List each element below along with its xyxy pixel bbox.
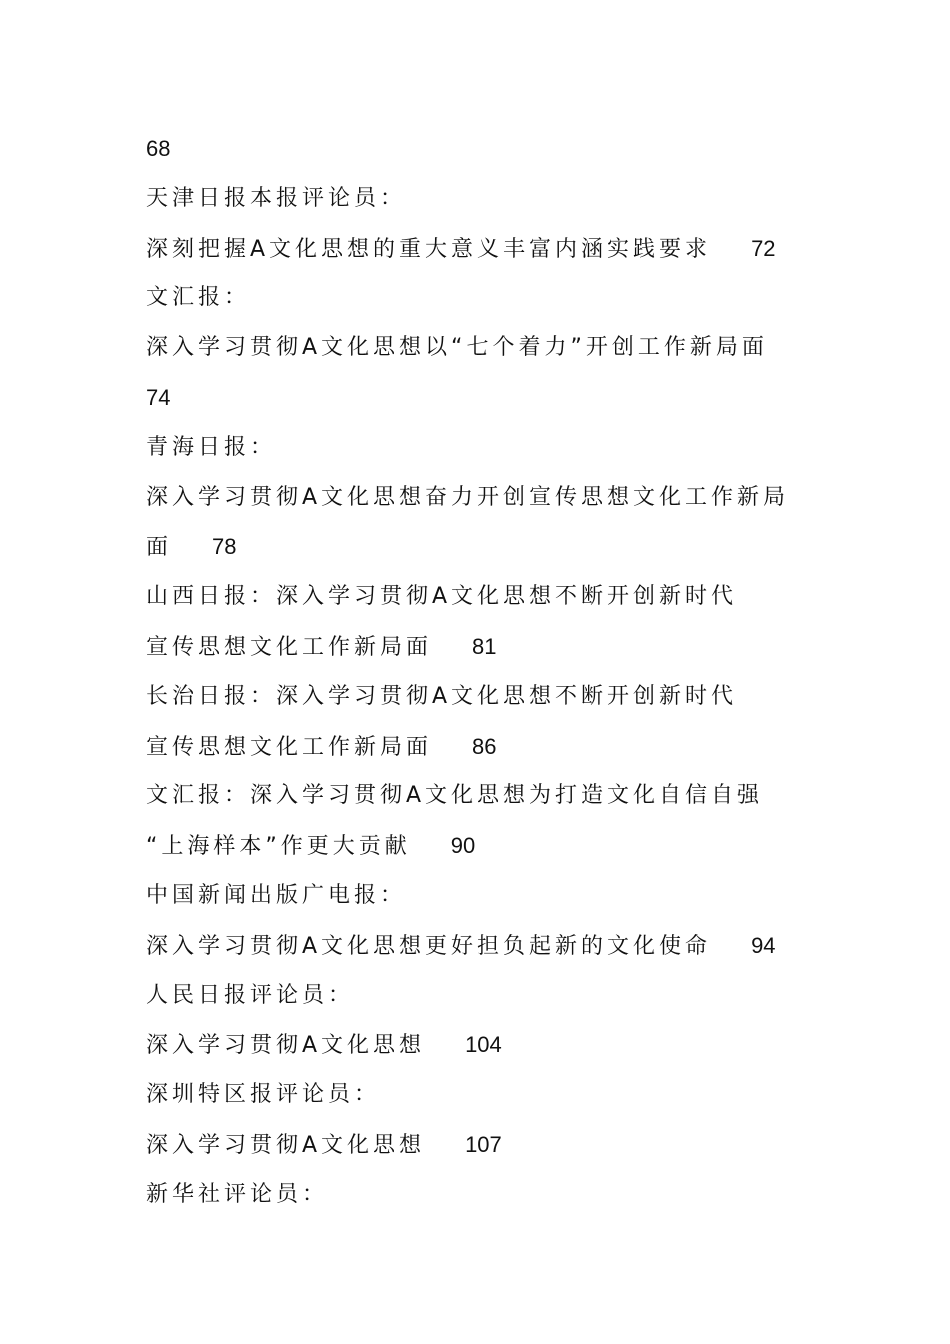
toc-entry-title: 青海日报：	[146, 434, 277, 460]
toc-entry-title: 新华社评论员：	[146, 1181, 329, 1207]
toc-entry	[146, 572, 826, 622]
toc-entry	[146, 871, 826, 921]
toc-page-number: 90	[450, 833, 476, 859]
toc-entry	[146, 423, 826, 473]
toc-page-number: 86	[472, 733, 497, 759]
toc-entry-title: 面	[146, 535, 173, 561]
toc-entry	[146, 522, 826, 572]
toc-entry	[146, 373, 826, 423]
table-of-contents	[146, 124, 826, 1220]
toc-page-number: 68	[146, 136, 171, 161]
toc-entry-title: 深刻把握A文化思想的重大意义丰富内涵实践要求	[146, 236, 712, 262]
toc-page-number: 78	[212, 534, 237, 560]
toc-entry	[146, 1020, 826, 1070]
toc-entry	[146, 224, 826, 274]
toc-entry	[146, 1120, 826, 1170]
toc-page-number: 72	[751, 235, 776, 261]
toc-entry-title: 深入学习贯彻A文化思想更好担负起新的文化使命	[146, 933, 712, 959]
toc-entry	[146, 1070, 826, 1120]
toc-entry-title: 宣传思想文化工作新局面	[146, 634, 433, 660]
toc-page-number: 94	[751, 932, 776, 958]
toc-entry-title: “上海样本”作更大贡献	[146, 834, 411, 860]
toc-entry	[146, 124, 826, 174]
toc-entry	[146, 971, 826, 1021]
toc-entry	[146, 672, 826, 722]
toc-entry-title: 深入学习贯彻A文化思想	[146, 1033, 426, 1059]
toc-entry-title: 中国新闻出版广电报：	[146, 882, 407, 908]
toc-entry	[146, 1170, 826, 1220]
toc-entry	[146, 921, 826, 971]
toc-entry-title: 深入学习贯彻A文化思想	[146, 1132, 426, 1158]
toc-entry-title: 天津日报本报评论员：	[146, 185, 407, 211]
toc-page-number: 74	[146, 384, 171, 410]
toc-entry	[146, 273, 826, 323]
toc-entry	[146, 821, 826, 871]
toc-entry	[146, 622, 826, 672]
toc-entry	[146, 174, 826, 224]
toc-entry-title: 深圳特区报评论员：	[146, 1082, 381, 1108]
toc-entry-title: 文汇报：深入学习贯彻A文化思想为打造文化自信自强	[146, 783, 764, 809]
toc-page-number: 104	[465, 1032, 502, 1058]
toc-page-number: 107	[465, 1131, 502, 1157]
toc-entry-title: 深入学习贯彻A文化思想以“七个着力”开创工作新局面	[146, 335, 768, 361]
toc-entry	[146, 771, 826, 821]
toc-entry-title: 人民日报评论员：	[146, 982, 355, 1008]
toc-entry	[146, 722, 826, 772]
toc-entry	[146, 473, 826, 523]
toc-entry-title: 宣传思想文化工作新局面	[146, 734, 433, 760]
toc-entry-title: 长治日报：深入学习贯彻A文化思想不断开创新时代	[146, 683, 738, 709]
toc-entry	[146, 323, 826, 373]
toc-page-number: 81	[472, 633, 497, 659]
toc-entry-title: 文汇报：	[146, 285, 251, 311]
toc-entry-title: 深入学习贯彻A文化思想奋力开创宣传思想文化工作新局	[146, 484, 790, 510]
toc-entry-title: 山西日报：深入学习贯彻A文化思想不断开创新时代	[146, 584, 738, 610]
